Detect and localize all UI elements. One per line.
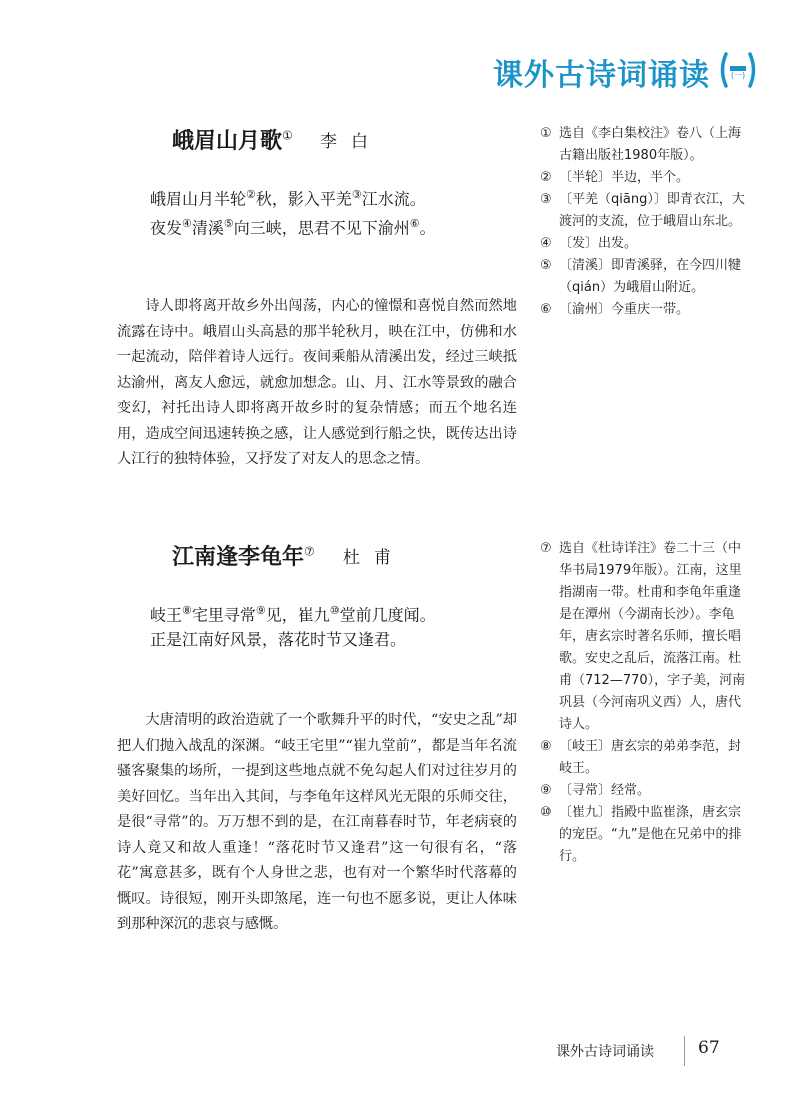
poem1-commentary: 诗人即将离开故乡外出闯荡，内心的憧憬和喜悦自然而然地流露在诗中。峨眉山头高悬的那半轮秋月，映在江中，仿佛和水一起流动，陪伴着诗人远行。夜间乘船从清溪出发，经过三峡抵达渝州，离友人愈远，就愈加想念。山、月、江水等景致的融合变幻，衬托出诗人即将离开故乡时的复杂情感；而五个地名连用，造成空间迅速转换之感，让人感觉到行船之快，既传达出诗人江行的独特体验，又抒发了对友人的思念之情。 [117, 298, 517, 467]
note-8: ⑧ 〔岐王〕唐玄宗的弟弟李范，封岐王。 [540, 739, 742, 776]
note-5: ⑤ 〔清溪〕即青溪驿，在今四川犍（qián）为峨眉山附近。 [540, 258, 742, 295]
poem1-title [172, 124, 293, 155]
poem2-verse-line-2: 正是江南好风景，落花时节又逢君。 [150, 630, 407, 649]
poem2-title-note: ⑦ [304, 544, 315, 559]
note-2: ② 〔半轮〕半边，半个。 [540, 170, 690, 185]
note-6: ⑥ 〔渝州〕今重庆一带。 [540, 302, 690, 317]
poem2-commentary: 大唐清明的政治造就了一个歌舞升平的时代，“安史之乱”却把人们抛入战乱的深渊。“岐王宅里”“崔九堂前”，都是当年名流骚客聚集的场所，一提到这些地点就不免勾起人们对过往岁月的美好回忆。当年出入其间，与李龟年这样风光无限的乐师交往，是很“寻常”的。万万想不到的是，在江南暮春时节，年老病衰的诗人竟又和故人重逢！“落花时节又逢君”这一句很有名，“落花”寓意甚多，既有个人身世之悲，也有对一个繁华时代落幕的慨叹。诗很短，刚开头即煞尾，连一句也不愿多说，更让人体味到那种深沉的悲哀与感慨。 [117, 712, 517, 932]
poem1-note-ref-3: ③ [351, 188, 362, 201]
poem2-note-ref-8: ⑧ [182, 604, 192, 617]
note-4: ④ 〔发〕出发。 [540, 236, 638, 251]
poem1-verse-line-1: 峨眉山月半轮②秋，影入平羌③江水流。 [150, 188, 426, 209]
poem1-author: 李白 [320, 132, 382, 152]
footer-divider [684, 1036, 685, 1066]
poem1-note-ref-2: ② [246, 188, 256, 201]
note-10: ⑩ 〔崔九〕指殿中监崔涤，唐玄宗的宠臣。“九”是他在兄弟中的排行。 [540, 805, 742, 864]
poem2-title-text: 江南逢李龟年 [172, 545, 305, 570]
note-7: ⑦ 选自《杜诗详注》卷二十三（中华书局1979年版）。江南，这里指湖南一带。杜甫和李龟年重逢是在潭州（今湖南长沙）。李龟年，唐玄宗时著名乐师，擅长唱歌。安史之乱后，流落江南。杜甫（712—770），字子美，河南巩县（今河南巩义西）人，唐代诗人。 [540, 541, 746, 732]
poem2-title [172, 540, 315, 571]
poem2-notes [540, 538, 752, 868]
poem2-verse-line-1: 岐王⑧宅里寻常⑨见，崔九⑩堂前几度闻。 [150, 604, 436, 625]
footer-section-label: 课外古诗词诵读 [556, 1044, 654, 1060]
poem1-title-note: ① [282, 128, 293, 143]
note-3: ③ 〔平羌（qiāng）〕即青衣江，大渡河的支流，位于峨眉山东北。 [540, 192, 745, 229]
note-1: ① 选自《李白集校注》卷八（上海古籍出版社1980年版）。 [540, 126, 742, 163]
section-badge-label: (一) [730, 71, 746, 80]
poem1-note-ref-5: ⑤ [223, 217, 234, 230]
poem1-notes [540, 123, 752, 321]
poem1-title-text: 峨眉山月歌 [172, 129, 283, 154]
page-number: 67 [698, 1038, 720, 1058]
page-header-title: 课外古诗词诵读 [493, 58, 710, 93]
poem1-verse-line-2: 夜发④清溪⑤向三峡，思君不见下渝州⑥。 [150, 217, 436, 238]
poem1-note-ref-4: ④ [182, 217, 192, 230]
note-9: ⑨ 〔寻常〕经常。 [540, 783, 651, 798]
poem1-note-ref-6: ⑥ [409, 217, 420, 230]
poem2-note-ref-10: ⑩ [329, 604, 340, 617]
poem2-note-ref-9: ⑨ [255, 604, 266, 617]
poem2-author: 杜甫 [343, 548, 405, 568]
section-badge [716, 48, 760, 92]
